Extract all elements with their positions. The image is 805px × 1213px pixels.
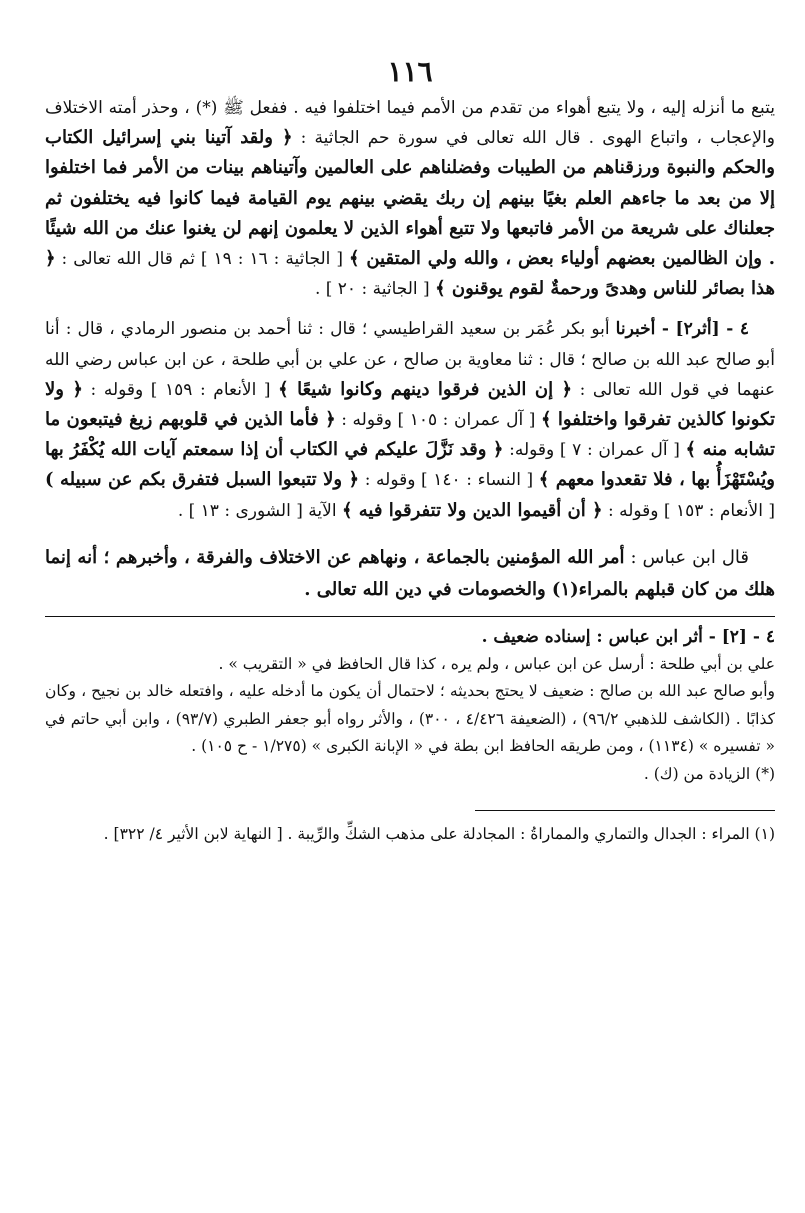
takhrij-title: ٤ - [٢] - أثر ابن عباس : إسناده ضعيف . [481, 626, 775, 647]
athar-isnad: أبو بكر عُمَر بن سعيد القراطيسي ؛ قال : ثنا أحمد بن منصور الرمادي ، قال : أنا أبو صالح عبد الله بن صالح ؛ قال : ثنا معاوية بن صالح ، عن علي بن أبي طلحة ، عن ابن عباس رضي الله عنهما في قول الله تعالى : [45, 319, 776, 400]
quran-quote-imran-7: ﴿ فأما الذين في قلوبهم زيغ فيتبعون ما تشابه منه ﴾ [45, 409, 776, 461]
footnote: (١) المراء : الجدال والتماري والمماراةُ : المجادلة على مذهب الشكِّ والرِّيبة . [ النهاية لابن الأثير ٤/ ٣٢٢] . [103, 825, 775, 844]
reference-shura-13: الآية [ الشورى : ١٣ ] . [177, 500, 342, 521]
quran-quote-shura-13: ﴿ أن أقيموا الدين ولا تتفرقوا فيه ﴾ [341, 499, 603, 521]
quran-quote-jathiya-20: ﴿ هذا بصائر للناس وهدىً ورحمةٌ لقوم يوقنون ﴾ [45, 248, 775, 300]
reference-nisa-140: [ النساء : ١٤٠ ] وقوله : [359, 470, 539, 491]
intro-paragraph [45, 93, 775, 304]
athar-paragraph [45, 314, 775, 525]
page [45, 55, 775, 1175]
reference-anam-159: [ الأنعام : ١٥٩ ] وقوله : [82, 379, 279, 400]
footnote-divider [475, 810, 775, 811]
conclusion-lead: قال ابن عباس : [624, 546, 749, 568]
quran-quote-imran-105: ﴿ ولا تكونوا كالذين تفرقوا واختلفوا ﴾ [45, 378, 776, 431]
quran-quote-nisa-140: ﴿ وقد نَزَّلَ عليكم في الكتاب أن إذا سمعتم آيات الله يُكْفَرُ بها ويُسْتَهْزَأُ بها ، فلا تقعدوا معهم ﴾ [45, 439, 775, 491]
intro-line-2: وحذر أمته الاختلاف والإعجاب ، واتباع الهوى . قال الله تعالى في سورة حم الجاثية : [45, 98, 775, 149]
takhrij-note-2: وأبو صالح عبد الله بن صالح : ضعيف لا يحتج بحديثه ؛ لاحتمال أن يكون ما أدخله عليه ، وافتعله خالد بن نجيح ، وكان كذابًا . (الكاشف للذهبي ٩٦/٢) ، (الضعيفة ٤/٤٢٦ ، ٣٠٠) ، والأثر رواه أبو جعفر الطبري (٩٣/٧) ، وابن أبي حاتم في « تفسيره » (١١٣٤) ، ومن طريقه الحافظ ابن بطة في « الإبانة الكبرى » (١/٢٧٥ - ح ١٠٥) . [45, 682, 775, 756]
page-number: ١١٦ [387, 55, 433, 88]
takhrij-note-3: (*) الزيادة من (ك) . [643, 764, 775, 783]
reference-imran-7: [ آل عمران : ٧ ] وقوله: [503, 440, 686, 461]
intro-line-1: يتبع ما أنزله إليه ، ولا يتبع أهواء من تقدم من الأمم فيما اختلفوا فيه . ففعل ﷺ (*) ، [184, 98, 776, 118]
reference-jathiya-16-19: [ الجاثية : ١٦ : ١٩ ] ثم قال الله تعالى : [55, 249, 349, 270]
conclusion-paragraph [45, 542, 775, 606]
athar-label: ٤ - [أثر٢] - أخبرنا [615, 319, 749, 340]
quran-quote-anam-153: ﴿ ولا تتبعوا السبل فتفرق بكم عن سبيله ) [45, 469, 360, 491]
takhrij-note-1: علي بن أبي طلحة : أرسل عن ابن عباس ، ولم يره ، كذا قال الحافظ في « التقريب » . [218, 654, 775, 673]
reference-anam-153: [ الأنعام : ١٥٣ ] وقوله : [602, 500, 775, 521]
quran-quote-anam-159: ﴿ إن الذين فرقوا دينهم وكانوا شيعًا ﴾ [278, 378, 573, 400]
reference-jathiya-20: [ الجاثية : ٢٠ ] . [314, 279, 436, 300]
takhrij-divider [45, 616, 775, 617]
reference-imran-105: [ آل عمران : ١٠٥ ] وقوله : [335, 410, 541, 431]
conclusion-text: أمر الله المؤمنين بالجماعة ، ونهاهم عن الاختلاف والفرقة ، وأخبرهم ؛ أنه إنما هلك من كان قبلهم بالمراء(١) والخصومات في دين الله تعالى . [45, 546, 775, 600]
quran-quote-jathiya-16-19: ﴿ ولقد آتينا بني إسرائيل الكتاب والحكم والنبوة ورزقناهم من الطيبات وفضلناهم على العالمين وآتيناهم بينات من الأمر فما اختلفوا إلا من بعد ما جاءهم العلم بغيًا بينهم إن ربك يقضي بينهم يوم القيامة فيما كانوا فيه يختلفون ثم جعلناك على شريعة من الأمر فاتبعها ولا تتبع أهواء الذين لا يعلمون إنهم لن يغنوا عنك من الله شيئًا . وإن الظالمين بعضهم أولياء بعض ، والله ولي المتقين ﴾ [45, 127, 775, 270]
